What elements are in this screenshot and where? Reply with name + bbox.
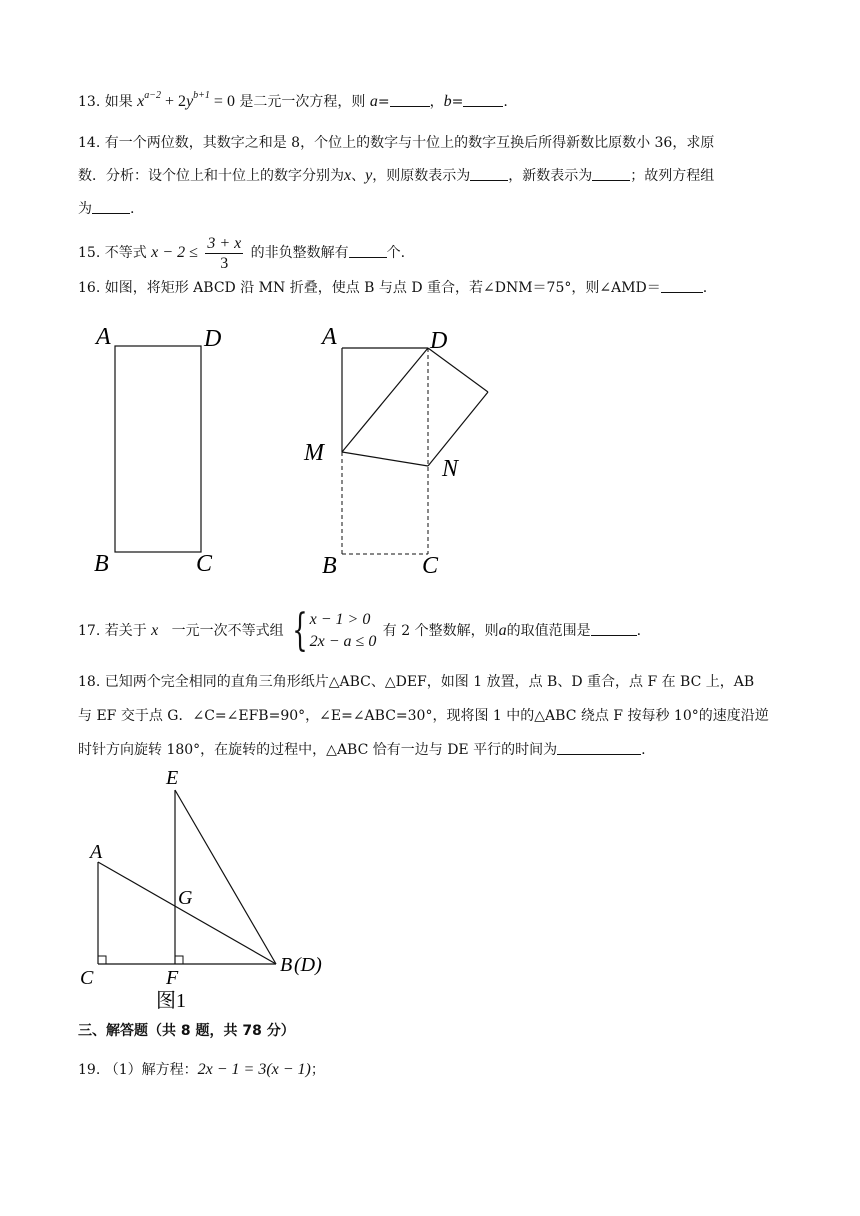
q16-text: 16. 如图，将矩形 ABCD 沿 MN 折叠，使点 B 与点 D 重合，若∠DNM＝75°，则∠AMD＝ [78,280,661,296]
label-d: (D) [294,954,322,976]
answer-blank-time[interactable] [557,740,641,755]
label-c: C [196,551,213,577]
q17-text: 有 2 个整数解，则 [382,623,499,639]
comma: ， [429,94,444,110]
rectangle-abcd [115,346,201,552]
equals-sign: = [377,94,390,110]
inequality-row-2: 2x − a ≤ 0 [309,633,377,650]
answer-blank-range[interactable] [591,621,637,636]
answer-blank-angle[interactable] [661,278,703,293]
separator: 、 [351,168,366,184]
q13-number: 13. [78,94,101,110]
figure-16-folded [300,318,500,580]
question-14-line-3 [78,199,134,219]
section-heading: 三、解答题（共 8 题，共 78 分） [78,1023,295,1039]
label-n: N [442,456,459,482]
q17-lead: 若关于 [104,623,147,639]
question-18-line-2: 与 EF 交于点 G．∠C=∠EFB=90°，∠E=∠ABC=30°，现将图 1 中的△ABC 绕点 F 按每秒 10°的速度沿逆 [78,708,769,724]
q15-number: 15. [78,245,101,261]
var-x: x [151,622,159,639]
label-d: D [430,328,448,354]
q18-text: 时针方向旋转 180°，在旋转的过程中，△ABC 恰有一边与 DE 平行的时间为 [78,742,558,758]
var-a: a [369,93,378,110]
label-b: B [94,551,109,577]
q13-equation: $x^{a-2} + 2y^{b+1} = 0$ [137,90,235,110]
var-y: y [365,167,373,184]
q17-text: 一元一次不等式组 [171,623,284,639]
label-c: C [422,553,439,579]
q15-lhs: x − 2 ≤ [151,244,198,261]
period: . [636,623,642,639]
q15-fraction: $\frac{3 + x}{3}$ [207,234,242,272]
q15-text: 个. [386,245,406,261]
q15-lead: 不等式 [104,245,147,261]
question-16 [78,278,707,298]
label-e: E [166,767,179,789]
question-13 [78,92,508,112]
label-b: B [280,954,293,976]
q14-text: ，则原数表示为 [372,168,471,184]
semicolon: ； [310,1062,325,1078]
q15-text: 的非负整数解有 [250,245,349,261]
period: . [702,280,708,296]
inequality-system: { x − 1 > 0 2x − a ≤ 0 [291,605,377,656]
figure-16-rectangle [88,318,248,580]
label-d: D [204,326,222,352]
q17-number: 17. [78,623,101,639]
question-14-line-1: 14. 有一个两位数，其数字之和是 8，个位上的数字与十位上的数字互换后所得新数比原数小 36，求原 [78,135,715,151]
period: . [130,201,135,217]
answer-blank-new-number[interactable] [592,166,630,181]
answer-blank-count[interactable] [349,243,387,258]
equals-sign: = [451,94,464,110]
label-c: C [80,967,94,989]
var-x: x [344,167,352,184]
answer-blank-system[interactable] [92,199,130,214]
q13-text: 是二元一次方程，则 [239,94,366,110]
q14-text: ，新数表示为 [508,168,593,184]
period: . [503,94,508,110]
q13-lead: 如果 [104,94,133,110]
var-a: a [498,622,507,639]
answer-blank-a[interactable] [390,92,430,107]
q14-text: 数．分析：设个位上和十位上的数字分别为 [78,168,344,184]
period: . [641,742,646,758]
question-15 [78,232,405,274]
var-b: b [443,93,452,110]
q14-text: 为 [78,201,92,217]
question-14-line-2 [78,166,714,186]
q14-text: ；故列方程组 [630,168,715,184]
question-18-line-1: 18. 已知两个完全相同的直角三角形纸片△ABC、△DEF，如图 1 放置，点 B、D 重合，点 F 在 BC 上，AB [78,674,755,690]
figure-18-triangles [70,762,350,1018]
inequality-row-1: x − 1 > 0 [309,611,371,628]
label-b: B [322,553,337,579]
figure-caption: 图1 [156,990,186,1012]
label-a: A [90,841,103,863]
answer-blank-b[interactable] [463,92,503,107]
question-17 [78,605,642,656]
label-f: F [166,967,179,989]
label-m: M [304,440,324,466]
label-a: A [322,324,337,350]
question-19 [78,1060,325,1080]
question-18-line-3 [78,740,646,760]
q17-text: 的取值范围是 [506,623,591,639]
answer-blank-original-number[interactable] [470,166,508,181]
label-g: G [178,887,193,909]
label-a: A [96,324,111,350]
q19-lead: 19. （1）解方程： [78,1062,198,1078]
q19-equation: 2x − 1 = 3(x − 1) [197,1061,311,1078]
